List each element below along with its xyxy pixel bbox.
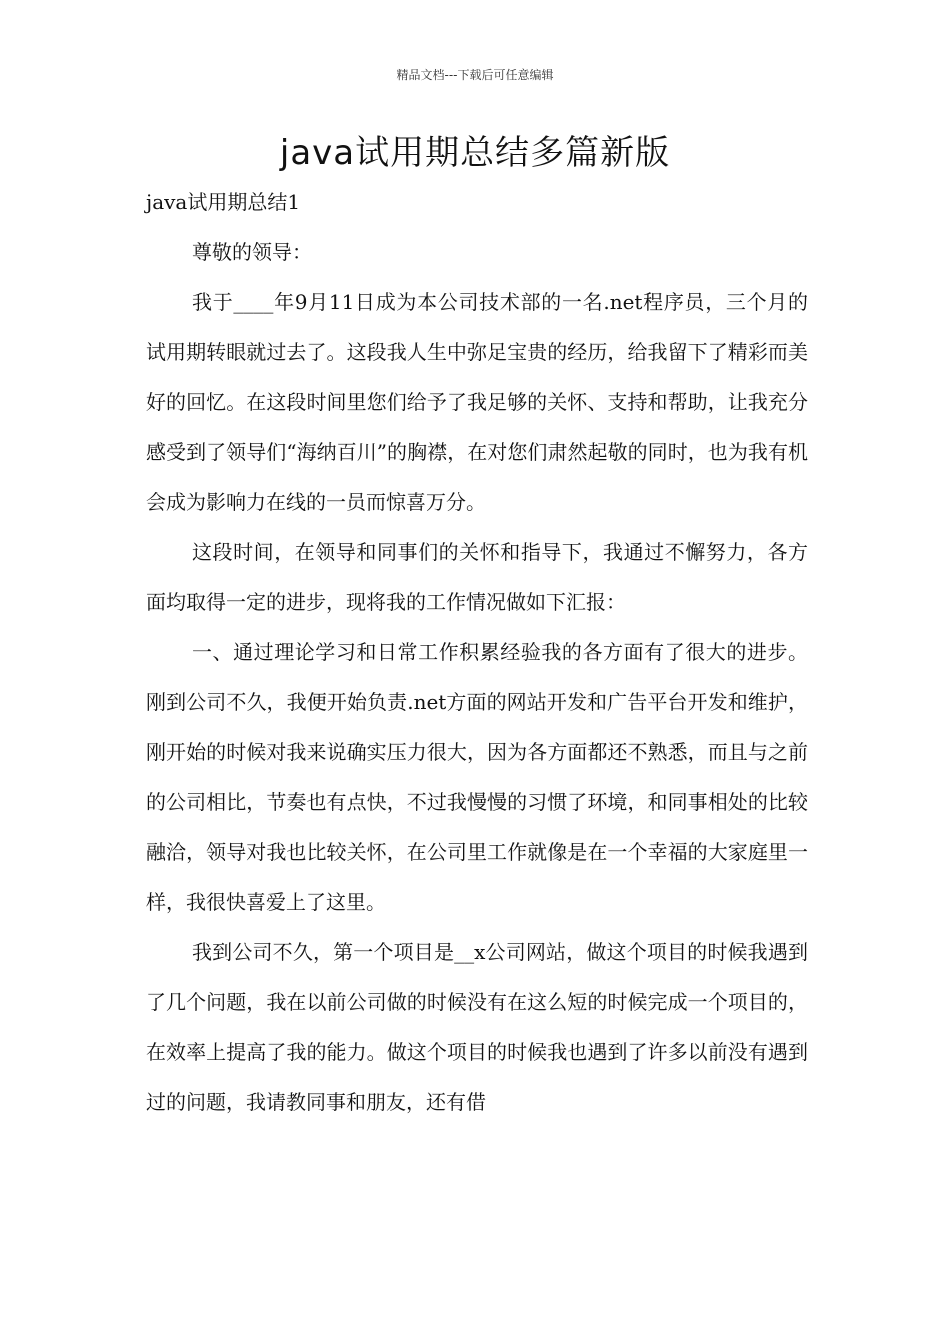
- header-note: 精品文档---下载后可任意编辑: [396, 68, 554, 82]
- document-title: java试用期总结多篇新版: [279, 133, 671, 173]
- salutation: 尊敬的领导：: [192, 240, 312, 264]
- document-body: [146, 177, 808, 1127]
- section-heading: java试用期总结1: [146, 190, 301, 214]
- paragraph-4: 我到公司不久，第一个项目是__x公司网站，做这个项目的时候我遇到了几个问题，我在以前公司做的时候没有在这么短的时候完成一个项目的，在效率上提高了我的能力。做这个项目的时候我也遇到了许多以前没有遇到过的问题，我请教同事和朋友，还有借: [146, 940, 808, 1114]
- paragraph-2: 这段时间，在领导和同事们的关怀和指导下，我通过不懈努力，各方面均取得一定的进步，现将我的工作情况做如下汇报：: [146, 540, 808, 614]
- paragraph-3: 一、通过理论学习和日常工作积累经验我的各方面有了很大的进步。刚到公司不久，我便开始负责.net方面的网站开发和广告平台开发和维护，刚开始的时候对我来说确实压力很大，因为各方面都还不熟悉，而且与之前的公司相比，节奏也有点快，不过我慢慢的习惯了环境，和同事相处的比较融洽，领导对我也比较关怀，在公司里工作就像是在一个幸福的大家庭里一样，我很快喜爱上了这里。: [146, 640, 808, 914]
- paragraph-1: 我于____年9月11日成为本公司技术部的一名.net程序员，三个月的试用期转眼就过去了。这段我人生中弥足宝贵的经历，给我留下了精彩而美好的回忆。在这段时间里您们给予了我足够的关怀、支持和帮助，让我充分感受到了领导们“海纳百川”的胸襟，在对您们肃然起敬的同时，也为我有机会成为影响力在线的一员而惊喜万分。: [146, 290, 808, 514]
